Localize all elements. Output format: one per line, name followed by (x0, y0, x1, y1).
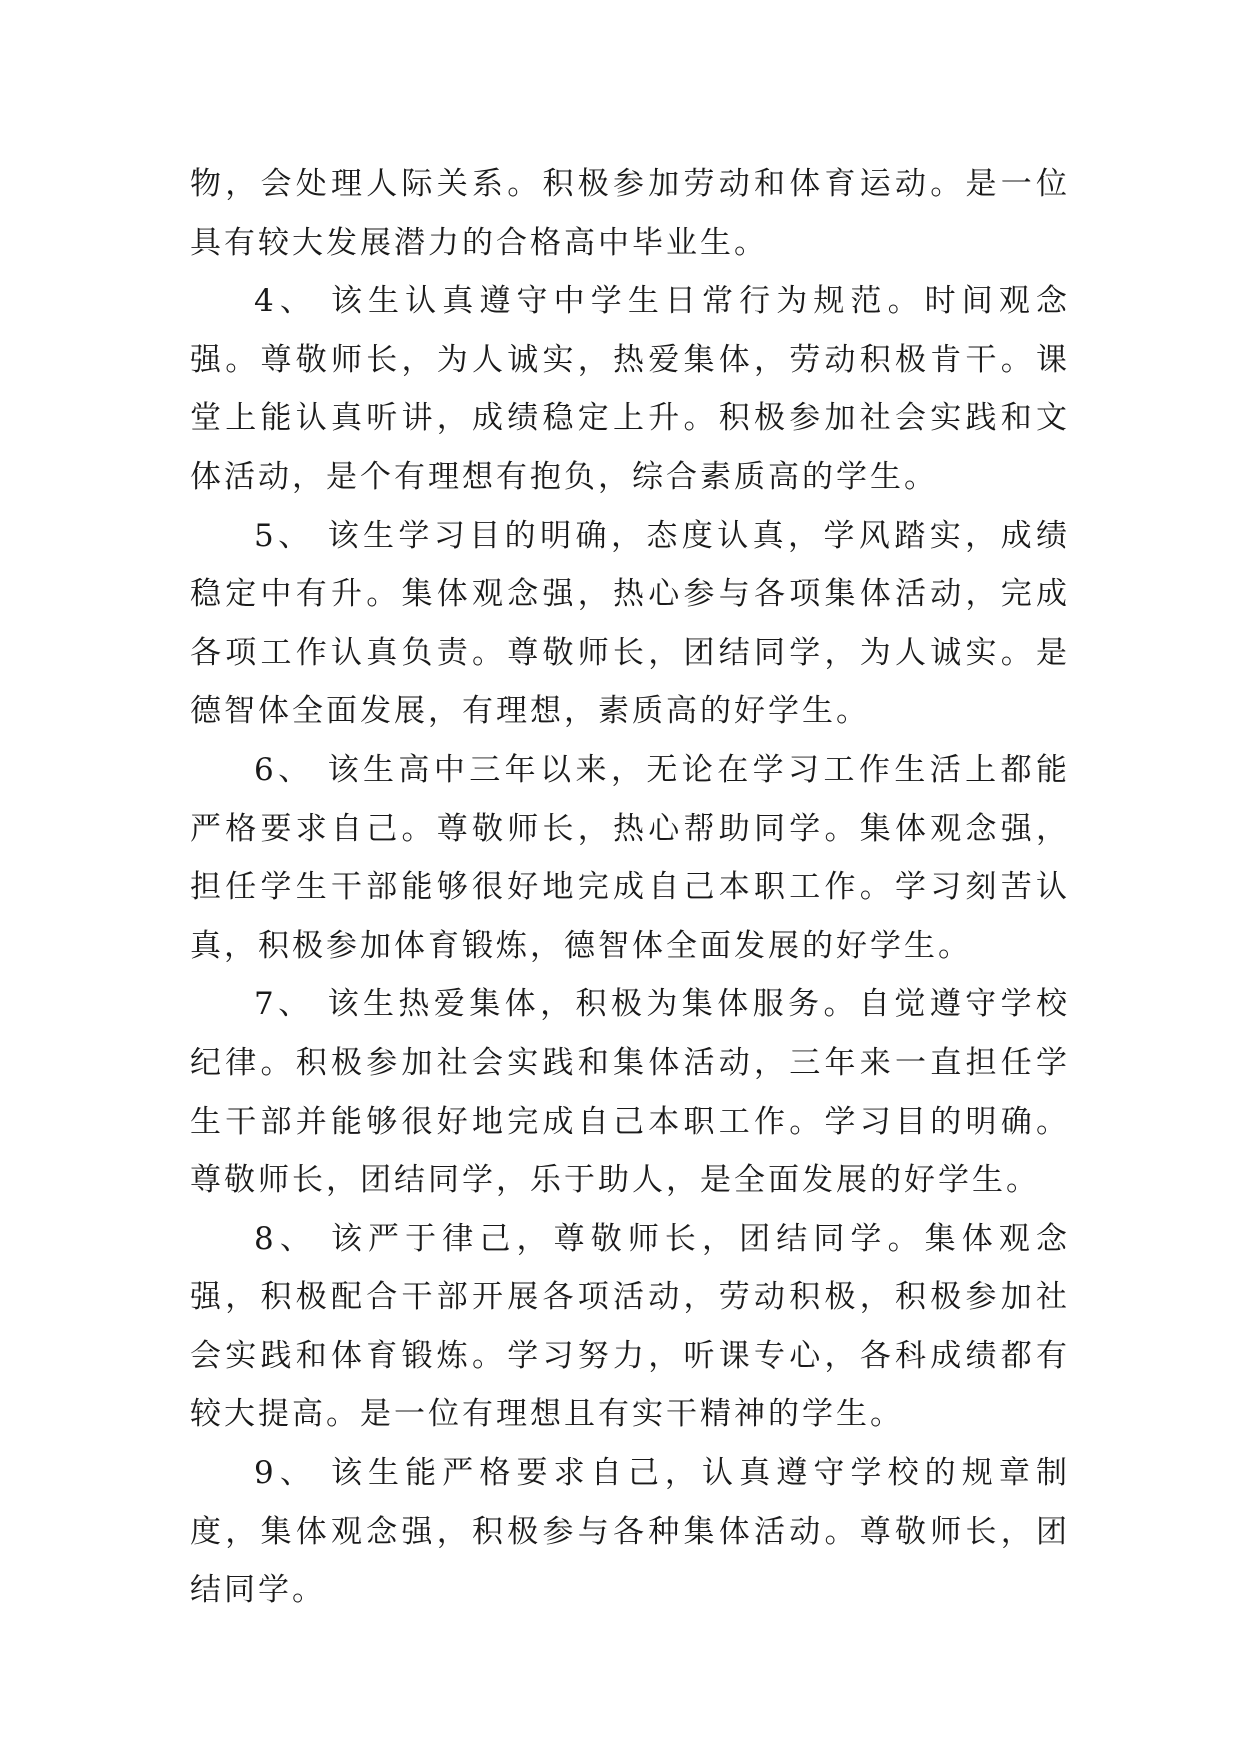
paragraph-item-5 (190, 507, 1070, 741)
paragraph-text: 该生高中三年以来，无论在学习工作生活上都能严格要求自己。尊敬师长，热心帮助同学。集体观念强，担任学生干部能够很好地完成自己本职工作。学习刻苦认真，积极参加体育锻炼，德智体全面发展的好学生。 (190, 751, 1070, 964)
paragraph-text: 该生热爱集体，积极为集体服务。自觉遵守学校纪律。积极参加社会实践和集体活动，三年来一直担任学生干部并能够很好地完成自己本职工作。学习目的明确。尊敬师长，团结同学，乐于助人，是全面发展的好学生。 (190, 986, 1070, 1199)
paragraph-continuation (190, 155, 1070, 272)
item-number: 5、 (254, 517, 314, 554)
paragraph-item-8 (190, 1210, 1070, 1444)
item-number: 9、 (254, 1455, 317, 1492)
paragraph-item-7 (190, 975, 1070, 1209)
paragraph-text: 该严于律己，尊敬师长，团结同学。集体观念强，积极配合干部开展各项活动，劳动积极，积极参加社会实践和体育锻炼。学习努力，听课专心，各科成绩都有较大提高。是一位有理想且有实干精神的学生。 (190, 1220, 1071, 1433)
item-number: 8、 (254, 1220, 317, 1257)
item-number: 4、 (254, 283, 317, 320)
paragraph-text: 物，会处理人际关系。积极参加劳动和体育运动。是一位具有较大发展潜力的合格高中毕业生。 (190, 166, 1070, 261)
paragraph-item-6 (190, 741, 1070, 975)
paragraph-item-9 (190, 1444, 1070, 1620)
paragraph-item-4 (190, 272, 1070, 506)
paragraph-text: 该生能严格要求自己，认真遵守学校的规章制度，集体观念强，积极参与各种集体活动。尊敬师长，团结同学。 (190, 1455, 1071, 1609)
paragraph-text: 该生认真遵守中学生日常行为规范。时间观念强。尊敬师长，为人诚实，热爱集体，劳动积极肯干。课堂上能认真听讲，成绩稳定上升。积极参加社会实践和文体活动，是个有理想有抱负，综合素质高的学生。 (190, 283, 1071, 495)
item-number: 7、 (254, 986, 314, 1023)
item-number: 6、 (254, 751, 314, 788)
document-body (190, 155, 1070, 1620)
paragraph-text: 该生学习目的明确，态度认真，学风踏实，成绩稳定中有升。集体观念强，热心参与各项集体活动，完成各项工作认真负责。尊敬师长，团结同学，为人诚实。是德智体全面发展，有理想，素质高的好学生。 (190, 517, 1070, 730)
